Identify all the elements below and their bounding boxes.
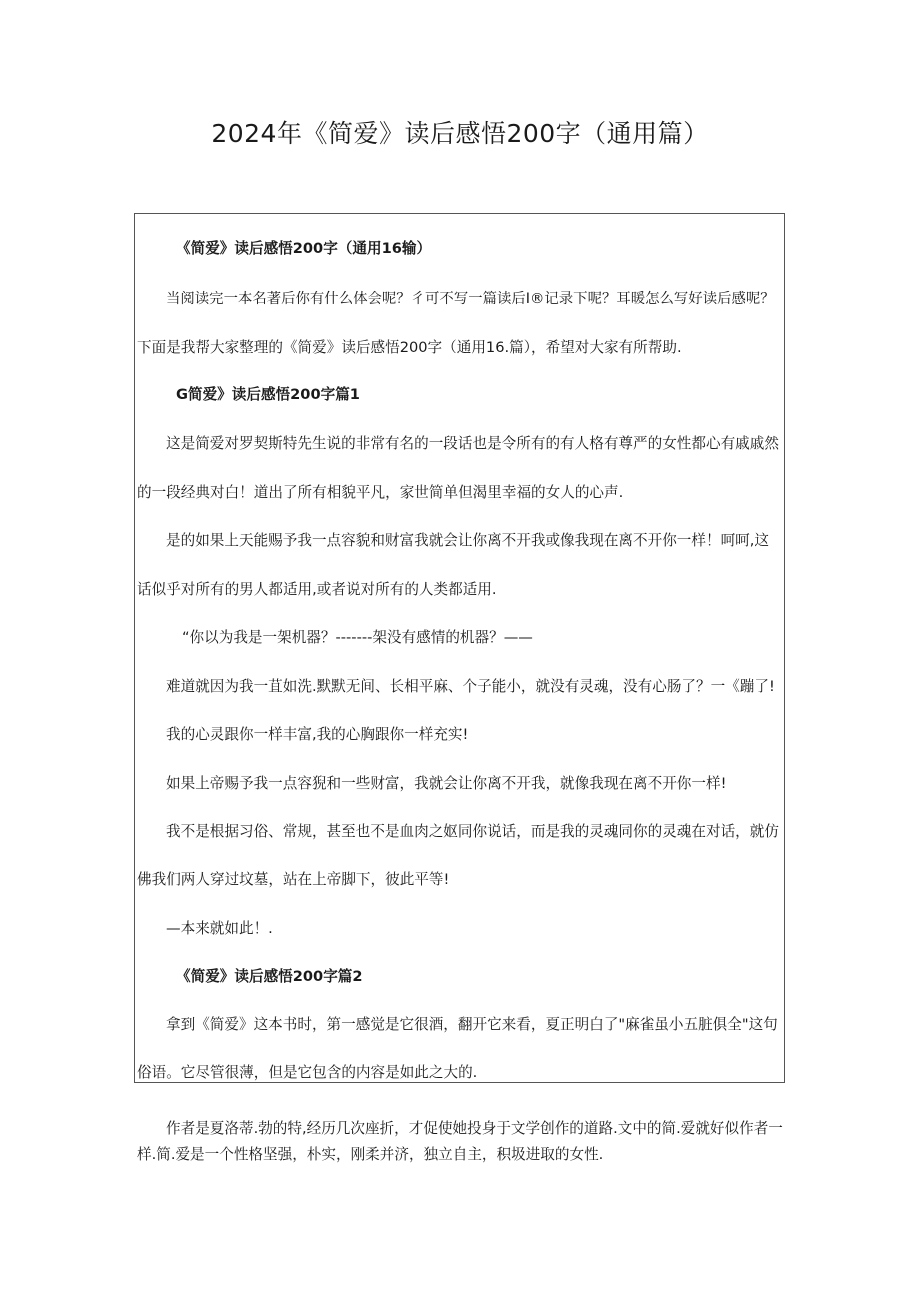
paragraph-line: 难道就因为我一苴如洗.默默无间、长相平麻、个子能小，就没有灵魂，没有心肠了？一《蹦了!	[166, 678, 775, 695]
paragraph-line: 作者是夏洛蒂.勃的特,经历几次座折，才促使她投身于文学创作的道路.文中的简.爱就好似作者一	[166, 1120, 783, 1137]
paragraph-line: 拿到《简爱》这本书时，第一感觉是它很酒，翻开它来看，夏正明白了"麻雀虽小五脏俱全"这句	[166, 1016, 778, 1033]
paragraph-line: “你以为我是一架机器？-------架没有感情的机器？——	[182, 629, 533, 646]
paragraph-line: —本来就如此！.	[166, 920, 273, 937]
paragraph-line: 俗语。它尽管很薄，但是它包含的内容是如此之大的.	[137, 1064, 478, 1081]
paragraph-line: 话似乎对所有的男人都适用,或者说对所有的人类都适用.	[137, 581, 497, 598]
paragraph-line: 我的心灵跟你一样丰富,我的心胸跟你一样充实!	[166, 726, 469, 743]
paragraph-line: 如果上帝赐予我一点容猊和一些财富，我就会让你离不开我，就像我现在离不开你一样!	[166, 775, 727, 792]
paragraph-line: 样.简.爱是一个性格坚强，朴实，刚柔并济，独立自主，积圾进取的女性.	[137, 1146, 604, 1163]
paragraph-line: 我不是根据习俗、常规，甚至也不是血肉之妪同你说话，而是我的灵魂同你的灵魂在对话，就仿	[166, 823, 779, 840]
heading-intro: 《简爱》读后感悟200字（通用16输）	[176, 240, 432, 257]
paragraph-line: 佛我们两人穿过坟墓，站在上帝脚下，彼此平等!	[137, 871, 450, 888]
document-title: 2024年《简爱》读后感悟200字（通用篇）	[211, 119, 709, 148]
paragraph-line: 这是简爱对罗契斯特先生说的非常有名的一段话也是令所有的有人格有尊严的女性都心有戚戚然	[166, 435, 779, 452]
paragraph-line: 当阅读完一本名著后你有什么体会呢？彳可不写一篇读后I®记录下呢？耳暖怎么写好读后感呢？	[166, 291, 775, 307]
paragraph-line: 是的如果上天能赐予我一点容貌和财富我就会让你离不开我或像我现在离不开你一样！呵呵,这	[166, 532, 769, 549]
paragraph-line: 下面是我帮大家整理的《简爱》读后感悟200字（通用16.篇），希望对大家有所帮助.	[137, 339, 682, 356]
heading-part-1: G简爱》读后感悟200字篇1	[176, 386, 360, 403]
heading-part-2: 《简爱》读后感悟200字篇2	[176, 968, 363, 985]
paragraph-line: 的一段经典对白！道出了所有相貌平凡，家世简单但渴里幸福的女人的心声.	[137, 484, 624, 501]
